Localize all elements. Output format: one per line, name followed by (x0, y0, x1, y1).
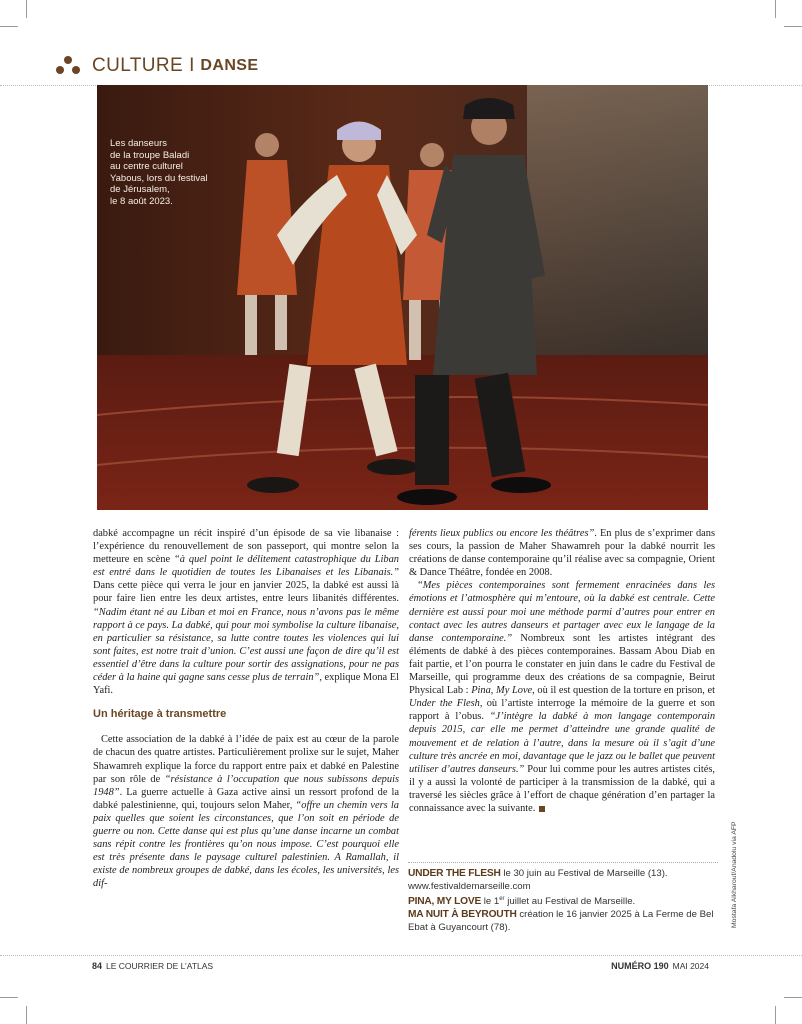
caption-line: au centre culturel (110, 161, 183, 172)
end-of-article-mark (539, 806, 545, 812)
article-column-1 (93, 527, 399, 890)
body-paragraph: férents lieux publics ou encore les théâtres”. En plus de s’exprimer dans ses cours, la passion de Maher Shawamreh pour la dabké nourrit les créations de danse contemporaine qu’il réalise avec sa compagnie, Orient & Dance Théâtre, fondée en 2008. (409, 528, 716, 579)
crop-mark (775, 0, 776, 18)
issue-number: NUMÉRO 190 (611, 961, 669, 971)
section-subtitle: DANSE (200, 57, 259, 74)
event-info-item: UNDER THE FLESH le 30 juin au Festival de Marseille (13). www.festivaldemarseille.com (408, 868, 668, 892)
body-paragraph: dabké accompagne un récit inspiré d’un épisode de sa vie libanaise : l’expérience du renouvellement de son passeport, qui montre selon la metteure en scène “à quel point le délitement catastrophique du Liban est entré dans le quotidien de toutes les Libanaises et les Libanais.” Dans cette pièce qui verra le jour en janvier 2025, la dabké est aussi là pour faire lien entre les deux artistes, entre leurs libanités différentes. “Nadim étant né au Liban et moi en France, nous n’avons pas le même rapport à ce pays. La dabké, qui pour moi symbolise la culture libanaise, en particulier sa résistance, sa lutte contre toutes les violences qui lui sont faites, est notre trait d’union. C’est aussi une façon de dire qu’il est essentiel d’être dans la culture pour sortir des assignations, pour ne pas céder à la haine qui gagne sans cesse plus de terrain”, explique Mona El Yafi. (93, 528, 399, 697)
crop-mark (784, 26, 802, 27)
body-paragraph: Cette association de la dabké à l’idée de paix est au cœur de la parole de chacun des quatre artistes. Particulièrement prolixe sur le sujet, Maher Shawamreh explique la force du rapport entre paix et dabké en Palestine par son rôle de “résistance à l’occupation que nous subissons depuis 1948”. La guerre actuelle à Gaza active ainsi un ressort profond de la dabké palestinienne, qui, toujours selon Maher, “offre un chemin vers la paix quelles que soient les circonstances, que l’on soit en période de guerre ou non. Cette danse qui est plus qu’une danse incarne un combat sans répit contre les frontières qu’on nous impose. C’est pourquoi elle est très présente dans le paysage culturel palestinien. A Ramallah, il existe de nombreux groupes de dabké, dans les écoles, les universités, les dif- (93, 734, 400, 890)
caption-line: de la troupe Baladi (110, 149, 190, 161)
event-info-item: MA NUIT À BEYROUTH création le 16 janvier 2025 à La Ferme de Bel Ebat à Guyancourt (78). (408, 909, 714, 934)
crop-mark (0, 997, 18, 998)
caption-line: le 8 août 2023. (110, 195, 173, 207)
dancers-photo (97, 85, 708, 510)
crop-mark (775, 1006, 776, 1024)
footer-left (92, 961, 213, 971)
photo-credit: Mostafa Alkharouf/Anadolu via AFP (731, 821, 738, 928)
photo-caption (110, 138, 240, 207)
crop-mark (784, 997, 802, 998)
page-number: 84 (92, 961, 103, 971)
brand-dots-icon (54, 56, 82, 76)
crop-mark (0, 26, 18, 27)
publication-name: LE COURRIER DE L’ATLAS (106, 961, 214, 971)
section-title: CULTURE (92, 55, 184, 76)
subheading: Un héritage à transmettre (93, 708, 227, 721)
footer-right (611, 961, 709, 971)
footer-rule (0, 955, 802, 956)
crop-mark (26, 0, 27, 18)
crop-mark (26, 1006, 27, 1024)
event-info-box (408, 862, 718, 934)
section-separator: I (189, 55, 195, 76)
article-column-2 (409, 527, 715, 815)
body-paragraph: “Mes pièces contemporaines sont fermement enracinées dans les émotions et l’atmosphère qui m’entoure, où la dabké est centrale. Cette dernière est aussi pour moi une méthode parmi d’autres pour entrer en contact avec les autres danseurs et partager avec eux le langage de la danse contemporaine.” Nombreux sont les artistes intégrant des éléments de dabké à des pièces contemporaines. Bassam Abou Diab en fait partie, et l’on pourra le constater en juin dans le cadre du Festival de Marseille, qui programme deux des créations de sa compagnie, Beirut Physical Lab : Pina, My Love, où il est question de la torture en prison, et Under the Flesh, où l’artiste interroge la mémoire de la guerre et son rapport à l’obus. “J’intègre la dabké à mon langage contemporain depuis 2015, car elle me permet d’atteindre une grande qualité de mouvement et de relation à l’autre, dans la mesure où il s’agit d’une culture très ancrée en moi, davantage que le jazz ou le ballet que peuvent utiliser d’autres danseurs.” Pour lui comme pour les autres artistes cités, il y a aussi la volonté de participer à la transmission de la dabké, qui a traversé les siècles grâce à l’effort de chaque génération d’en partager la connaissance avec la suivante. (409, 580, 716, 814)
caption-line: Les danseurs (110, 138, 168, 149)
caption-line: de Jérusalem, (110, 184, 170, 195)
section-header (54, 52, 258, 80)
issue-date: MAI 2024 (672, 961, 709, 971)
caption-line: Yabous, lors du festival (110, 172, 208, 184)
event-info-item: PINA, MY LOVE le 1er juillet au Festival de Marseille. (408, 896, 636, 908)
